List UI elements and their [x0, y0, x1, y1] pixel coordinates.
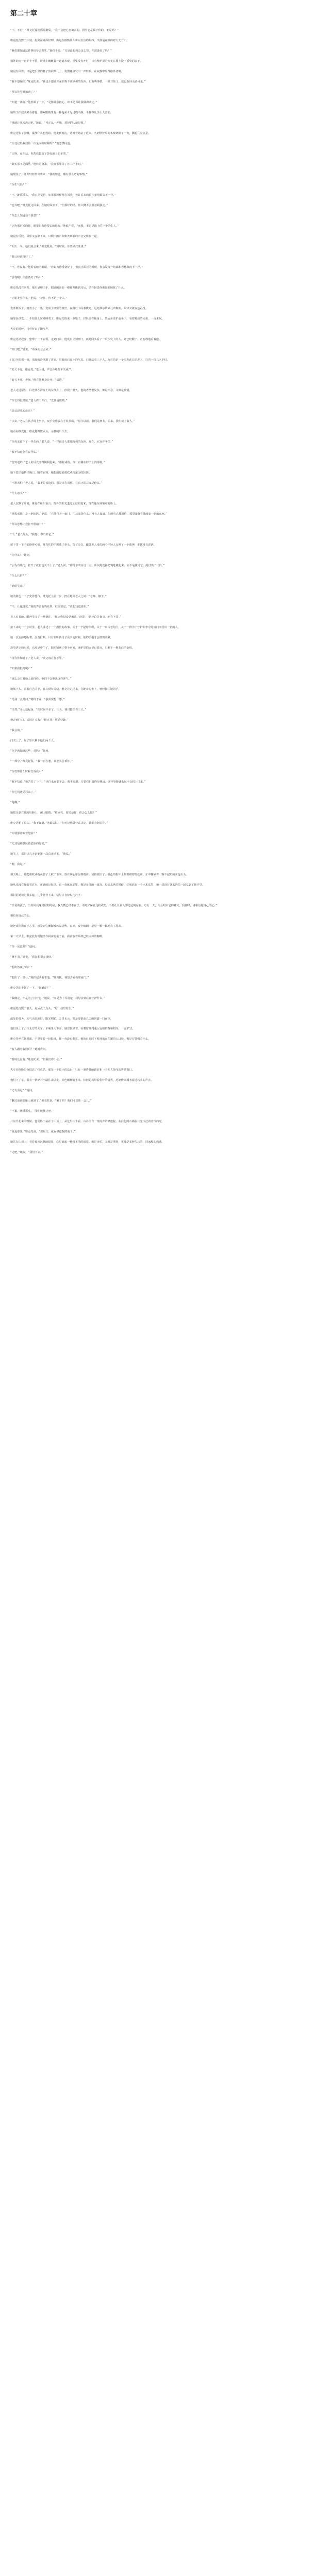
paragraph: 天亮的时候，门外传来了脚步声。 — [10, 327, 51, 331]
paragraph: “知道一部分。”他停顿了一下，“足够让我担心，却不足以让我做出决定。” — [10, 100, 97, 104]
paragraph: “你怎么知道我不愿意？” — [10, 214, 40, 217]
paragraph: 门打开的那一刻，清晨的冷风灌了进来，带着雨后泥土的气息。门外站着三个人，为首的是一个头发花白的老人，拄着一根乌木手杖。 — [10, 358, 170, 362]
paragraph: “因为那时候的你，眼里只有你要去的地方。”他低声说，“而我，不过是路上的一个陌生人。” — [10, 224, 119, 228]
paragraph: “你母亲留下了一样东西，”老人说，“一样很多人都想得到的东西。现在，它在你手里。” — [10, 440, 113, 444]
paragraph: “有人跟着我们吗？”她低声问。 — [10, 1048, 48, 1052]
paragraph: “我们都知道这件事迟早会发生，”他终于说，“只是没想到会这么快。你准备好了吗？” — [10, 49, 112, 53]
paragraph: 维克托没有回答。他只是伸出手，把她额前的一缕碎发拨到耳后，动作轻柔得像是怕惊扰了什么。 — [10, 286, 127, 290]
paragraph: 他们坐上了去往北方的火车。车厢里人不多，她靠窗坐着，看着窗外飞速后退的田野和村庄，一言不发。 — [10, 1027, 135, 1031]
paragraph: 他走到门口，又回过头来：“维克托，照顾好她。” — [10, 718, 69, 722]
paragraph: 老人沉默了片刻，像是在组织语言。窗外的阳光透过云层照进来，落在他布满皱纹的脸上。 — [10, 502, 119, 506]
paragraph: “好久不见，老师。”维克托侧身让开，“请进。” — [10, 379, 65, 382]
paragraph: “不，”老人摇头，“我想让你毁掉它。” — [10, 533, 54, 537]
paragraph: “我不知道您在说什么。” — [10, 451, 39, 454]
paragraph: “就是那里，”维克托说，“那扇门，就在修道院的地下。” — [10, 1130, 76, 1134]
paragraph: 她从来没有仔细看过它。在她的记忆里，它一直就在那里，像是身体的一部分。母亲去世的时候，它被放在一个小木盒里，和一封没有署名的信一起交到了她手里。 — [10, 883, 205, 887]
paragraph: “即使那意味着危险？” — [10, 832, 38, 835]
paragraph: “你生气吗？” — [10, 183, 27, 187]
paragraph: 她靠在沙发上，不知什么时候睡着了。维克托取来一条毯子，轻轻盖在她身上，然后在壁炉前坐下，看着跳动的火焰，一夜未眠。 — [10, 317, 164, 320]
paragraph: 第二天早上，维克托发现她坐在厨房的桌子前，面前放着两杯已经凉掉的咖啡。 — [10, 935, 105, 938]
paragraph: “那你呢？你准备好了吗？” — [10, 276, 43, 279]
paragraph: “因为有些门，打开了就再也关不上了。”老人说，“你母亲明白这一点，所以她选择把钥匙藏起来，而不是使用它。她付出了代价。” — [10, 564, 165, 568]
paragraph: 相信你自己的心。 — [10, 914, 32, 918]
paragraph: 她笑了，那是这几天来她第一次真正地笑。“傻瓜。” — [10, 852, 72, 856]
paragraph: 窗外的雨一直下个不停，玻璃上蜿蜒着一道道水痕。屋里没有开灯，只有壁炉里的火光在墙上投下摇曳的影子。 — [10, 59, 143, 63]
paragraph: “开门吧，”她说，“该来的总会来。” — [10, 348, 52, 351]
paragraph: 维克托沉默了片刻，指尖在桌面轻叩，像是在权衡什么难以启齿的东西，又像是在等待对方先开口。 — [10, 39, 129, 42]
paragraph: “不用害怕，”老人说，“我不是来抢的。我是来告诉你，它真正的意义是什么。” — [10, 482, 103, 485]
paragraph: “不，让他说完，”她的声音有些发抖，但很坚定，“我想知道真相。” — [10, 605, 89, 609]
paragraph: “如果我拒绝呢？” — [10, 667, 32, 671]
paragraph: 她把头靠在他的肩膀上，闭上眼睛。“维克托，如果是你，你会怎么做？” — [10, 811, 97, 815]
paragraph: 老人走进屋里，目光落在沙发上的女孩身上，停留了很久。他的表情很复杂，像是怀念，又像是惋惜。 — [10, 389, 132, 393]
paragraph: 她把戒指握在手心里，感觉到它渐渐被体温捂热。窗外，夜空晴朗，星星一颗一颗地亮了起来。 — [10, 924, 124, 928]
paragraph: “那么会有其他人来找你。他们不会像我这样客气。” — [10, 677, 72, 681]
paragraph: “好久不见，维克托。”老人说，声音沙哑却不失威严。 — [10, 368, 74, 372]
paragraph: 维克托坐在她对面，手里拿着一份报纸，却一直没有翻页。他的目光时不时地落在车厢的入口处，像是在警惕着什么。 — [10, 1038, 151, 1041]
paragraph: “你还记得我们第一次见面的时候吗？”他忽然问道。 — [10, 142, 73, 145]
paragraph: 她低下头，看着自己的手，良久没有说话。维克托走过来，在她身边坐下，轻轻握住她的手。 — [10, 688, 121, 691]
paragraph: 门关上了。屋子里只剩下他们两个人。 — [10, 739, 57, 742]
paragraph: “不，不行！”维克托猛地摇晃脑袋。“我不会把它交出去的。因为它是属于你的，不是吗？” — [10, 29, 119, 32]
paragraph: 她没有反驳。屋里又安静下来，只剩下雨声和柴火噼啪的声音交织在一起。 — [10, 234, 100, 238]
paragraph: “认识。”老人在扶手椅上坐下，双手交叠放在手杖顶端，“很久以前，我们是朋友。后来，我们成了敌人。” — [10, 420, 135, 423]
paragraph: 夜渐渐深了。雨势小了一些，变成了细密的雨丝，在路灯下闪着微光。远处偶尔传来几声狗吠，很快又被夜色吞没。 — [10, 307, 148, 310]
paragraph: “明天一早，他们就会来，”维克托说，“到时候，你要做好准备。” — [10, 245, 87, 248]
paragraph: “什么意义？” — [10, 492, 27, 496]
paragraph: 维克托站起身，整理了一下衣领，走到门前。他没有立刻开门，而是回头看了一眼沙发上的人。她已经醒了，正安静地看着他。 — [10, 337, 162, 341]
paragraph: “我确定。不是为了打开它，”她说，“而是为了弄清楚，我母亲到底在守护什么。” — [10, 996, 105, 1000]
paragraph: “你早就知道这些，对吗？”她问。 — [10, 749, 51, 753]
paragraph: “但它们还是找来了。” — [10, 790, 37, 794]
paragraph: “我已经准备好了。” — [10, 255, 34, 259]
paragraph: “其实那不是偶然，”他转过身来，“我在那里等了你三个小时。” — [10, 162, 84, 166]
chapter-title: 第二十章 — [10, 10, 38, 18]
paragraph: 出发的那天，天气出奇地好。阳光明媚，万里无云，像是要把前几天的阴霾一扫而空。 — [10, 1017, 113, 1021]
paragraph: 维克托沉默了很久，最后点了点头。“好，我陪你去。” — [10, 1007, 74, 1010]
paragraph: 他们下了车，沿着一条碎石小路往山里走。天色渐渐暗下来，林间的风带着松针的清香，远处传来溪水流过石头的声音。 — [10, 1079, 154, 1082]
paragraph: “想出了一部分。”她抬起头看着他，“维克托，我想去看看那扇门。” — [10, 976, 89, 979]
chapter-body — [10, 28, 322, 1156]
paragraph: 接下来的一个小时里，老人讲述了一个漫长的故事。关于一个秘密组织，关于一扇古老的门，关于一群为了守护和争夺这扇门而付出一切的人。 — [10, 626, 180, 630]
paragraph: “我不想骗你，”维克托说，“我也不想让你承担你不该承担的东西。但有些事情，一旦开始了，就没有回头路可走。” — [10, 80, 146, 83]
paragraph: 她下意识地捂住胸口。隔着衣料，她能感觉到那枚戒指冰凉的轮廓。 — [10, 471, 92, 475]
paragraph: 维克托的手顿了一下。“你确定？” — [10, 986, 51, 990]
paragraph: 火车在傍晚时分抵达了终点站。那是一个很小的站台，只有一盏昏黄的路灯和一个无人值守的售票窗口。 — [10, 1069, 135, 1072]
paragraph: “那就让我来决定吧，”她说，“反正从一开始，选择的人就是我。” — [10, 121, 87, 125]
paragraph: “走吧，”她说，“我们下去。” — [10, 1151, 43, 1155]
paragraph: “尤其是那意味着危险的时候。” — [10, 842, 47, 845]
paragraph: 她愣住了，随即轻轻笑出声来：“我就知道。哪有那么巧的事情。” — [10, 173, 88, 176]
paragraph: “睡不着。”她说，“我在想很多事情。” — [10, 955, 54, 959]
paragraph: 她一直安静地听着，没有打断。只有在听到母亲名字的时候，她的手指才会微微收紧。 — [10, 636, 113, 640]
paragraph: “一部分。”维克托说，“我一直在想，该怎么告诉你。” — [10, 759, 73, 763]
paragraph: “翻过前面那座山就到了。”维克托说，“累了吗？我们可以歇一会儿。” — [10, 1099, 92, 1103]
paragraph: 那封信她读过很多遍，几乎能背下来。信里只有短短几行字： — [10, 893, 84, 897]
paragraph: “不，”她摇摇头，“我只是觉得，如果那时候你告诉我，也许后来的很多事情都会不一样。” — [10, 193, 116, 197]
paragraph: 那天晚上，她把那枚戒指从脖子上取了下来，放在掌心里仔细端详。戒指很旧了，银色的指环上刻着细密的花纹，正中镶嵌着一颗不起眼的灰色石头。 — [10, 873, 189, 876]
paragraph: “给我一点时间，”她终于说，“我需要想一想。” — [10, 698, 65, 701]
paragraph: “你知道的。”老人的目光变得锐利起来，“那枚戒指。你一直戴在脖子上的那枚。” — [10, 461, 105, 465]
paragraph: “想出答案了吗？” — [10, 965, 32, 969]
document — [0, 0, 330, 1156]
paragraph: 维克托想了很久。“我不知道，”他最后说，“但无论你做什么决定，我都会陪着你。” — [10, 821, 108, 825]
paragraph: “还有多远？”她问。 — [10, 1089, 35, 1093]
paragraph: 老人看着她，眼神里多了一丝赞许。“你比你母亲更勇敢，”他说，“这也许是好事，也许不是。” — [10, 616, 122, 619]
paragraph: “现在你知道了，”老人说，“决定权在你手里。” — [10, 657, 65, 660]
paragraph: “亲爱的孩子，当你读到这封信的时候，我大概已经不在了。请好好保管这枚戒指，不要让任何人知道它的存在。总有一天，你会明白它的意义。到那时，请相信你自己的心。” — [10, 904, 217, 907]
paragraph: “所以您想让我打开那扇门？” — [10, 523, 46, 527]
paragraph: 她终于抬起头来看着他，那双眼睛里有一种他从未见过的平静，平静得几乎让人害怕。 — [10, 111, 113, 114]
paragraph: “你一夜没睡？”他问。 — [10, 945, 38, 948]
paragraph: 她没有回答，只是把手里的杯子放回茶几上，瓷器碰撞发出一声轻响，在寂静中显得格外清晰。 — [10, 70, 124, 73]
paragraph: 维克托张了张嘴，最终什么也没说。他走到窗边，背对着她站了很久，久到壁炉里的木柴烧塌了一角，溅起几点火星。 — [10, 131, 151, 135]
paragraph: 她的脸色一下子变得苍白。维克托上前一步，挡在她和老人之间：“老师，够了。” — [10, 595, 107, 599]
paragraph: “你打算什么时候告诉我？” — [10, 770, 43, 773]
paragraph: 月亮升起来的时候，他们终于站在了山顶上。从这里往下看，山谷里有一座废弃的修道院，灰白色的石墙在月光下泛着冷冷的光。 — [10, 1120, 164, 1124]
paragraph: “当然，”老人站起身，“但时间不多了。三天，我只能给你三天。” — [10, 708, 87, 711]
paragraph: “我会的。” — [10, 728, 23, 732]
paragraph: 故事讲完的时候，已经是中午了。阳光铺满了整个房间，壁炉里的火早已熄灭，只剩下一堆灰白的余烬。 — [10, 647, 135, 650]
paragraph: 屋子里一下子安静得可怕。维克托的手握成了拳头，指节泛白。跟随老人来的两个年轻人交换了一个眼神，谁都没有说话。 — [10, 544, 156, 547]
paragraph: 她站在山顶上，看着那座沉默的建筑，心里涌起一种说不清的感觉。像是害怕，又像是期待，更像是某种久违的、回家般的熟悉。 — [10, 1141, 164, 1144]
paragraph: “什么代价？” — [10, 574, 27, 578]
paragraph: “您认识我的母亲？” — [10, 410, 35, 413]
paragraph: “那枚戒指，是一把钥匙，”他说，“它能打开一扇门。门后面是什么，没有人知道。但所有人都相信，那里面藏着能改变一切的东西。” — [10, 513, 168, 516]
paragraph: “不，你没有。”他看着她的眼睛，“你以为你准备好了，但真正面对的时候，你会发现一切都和你想象的不一样。” — [10, 265, 143, 269]
paragraph: “是啊。” — [10, 801, 20, 804]
paragraph: “记得。在车站。你帮我捡起了掉在地上的车票。” — [10, 152, 69, 156]
paragraph: “为什么？”她问。 — [10, 554, 32, 557]
paragraph: “不累，”她摇摇头，“我们继续走吧。” — [10, 1110, 54, 1113]
paragraph: “她的生命。” — [10, 585, 26, 588]
paragraph: “无论发生什么，”他说，“记住，你不是一个人。” — [10, 296, 68, 300]
paragraph: “也许吧。”维克托走回来，在她对面坐下，“但那样的话，你大概不会愿意跟我走。” — [10, 204, 108, 207]
paragraph: 她看向维克托，维克托微微点头，示意她听下去。 — [10, 430, 70, 434]
paragraph: “你长得很像她，”老人终于开口，“尤其是眼睛。” — [10, 399, 68, 403]
paragraph: “暂时还没有。”维克托说，“但我们得小心。” — [10, 1058, 62, 1062]
paragraph: “嗯，我是。” — [10, 862, 26, 866]
paragraph: “所以你早就知道了？” — [10, 90, 38, 94]
paragraph: “我不知道。”他苦笑了一下，“也许永远都不会。我本来想，只要我们离得足够远，这些事情就永远不会找上门来。” — [10, 780, 146, 784]
